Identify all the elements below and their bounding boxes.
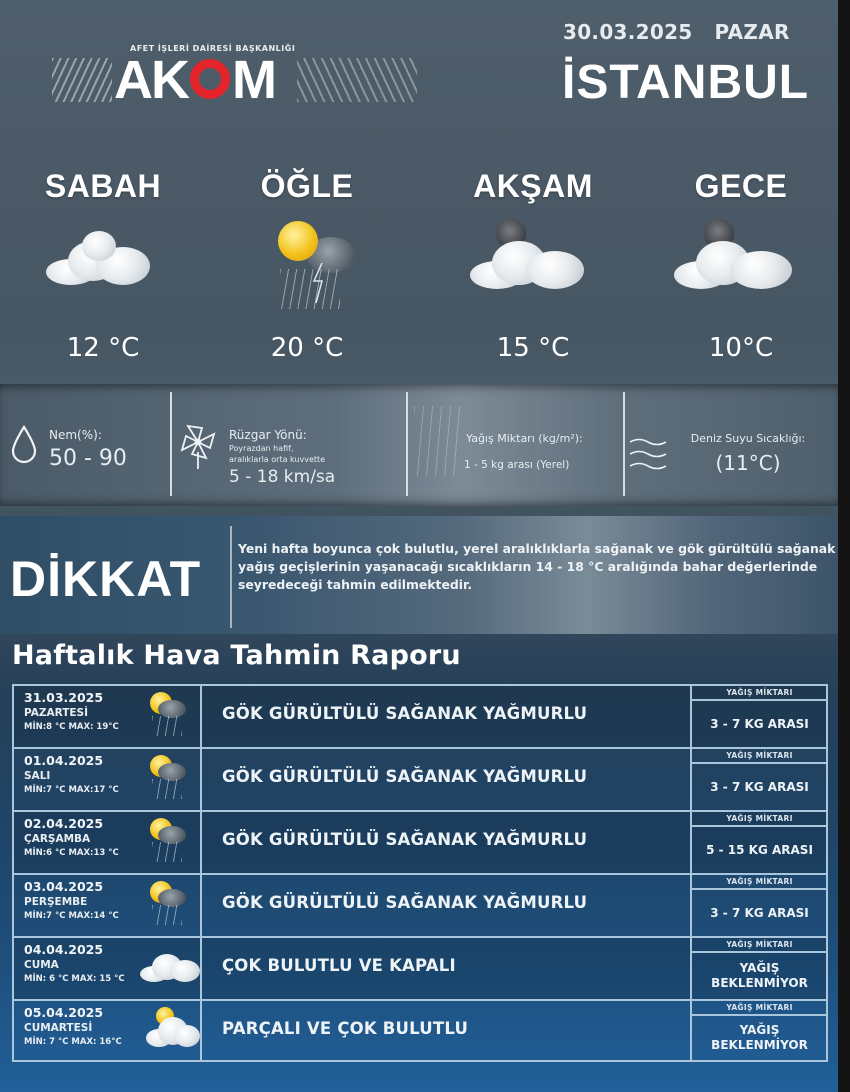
rain-value: 3 - 7 KG ARASI	[710, 779, 809, 794]
table-row	[12, 810, 828, 873]
cloudy-icon	[18, 219, 188, 319]
rain-cell	[690, 812, 827, 873]
rain-cell	[690, 938, 827, 999]
precip-value: 1 - 5 kg arası (Yerel)	[464, 459, 570, 471]
row-date: 02.04.2025	[24, 816, 104, 831]
right-edge-strip	[838, 0, 850, 1092]
row-minmax: MİN: 7 °C MAX: 16°C	[24, 1037, 122, 1047]
wind-value: 5 - 18 km/sa	[229, 467, 336, 487]
sun-cloud-icon	[144, 1005, 194, 1055]
day-cell	[14, 938, 202, 999]
row-day: CUMA	[24, 959, 59, 971]
row-date: 03.04.2025	[24, 879, 104, 894]
sun-storm-icon	[144, 879, 194, 929]
period-sabah	[18, 168, 188, 363]
rain-value: YAĞIŞ BEKLENMİYOR	[711, 961, 808, 990]
sun-storm-icon	[144, 816, 194, 866]
sun-thunderstorm-icon	[222, 219, 392, 319]
period-name: GECE	[694, 168, 788, 204]
cloudy-icon	[144, 942, 194, 992]
wind-info	[229, 428, 335, 487]
logo-stripes-left	[52, 58, 112, 102]
wind-desc-2: aralıklarla orta kuvvette	[229, 455, 326, 464]
day-cell	[14, 1001, 202, 1060]
day-cell	[14, 812, 202, 873]
row-desc: PARÇALI VE ÇOK BULUTLU	[222, 1019, 469, 1038]
row-desc: GÖK GÜRÜLTÜLÜ SAĞANAK YAĞMURLU	[222, 830, 588, 849]
table-row	[12, 747, 828, 810]
divider	[406, 392, 408, 496]
table-row	[12, 684, 828, 747]
night-cloudy-icon	[448, 219, 618, 319]
row-desc: ÇOK BULUTLU VE KAPALI	[222, 956, 456, 975]
weekly-title: Haftalık Hava Tahmin Raporu	[12, 640, 461, 671]
date-line	[563, 20, 790, 44]
rain-drops-icon	[414, 406, 462, 476]
table-row	[12, 936, 828, 999]
row-day: PERŞEMBE	[24, 896, 88, 908]
day-cell	[14, 749, 202, 810]
rain-value: 3 - 7 KG ARASI	[710, 716, 809, 731]
city-name: İSTANBUL	[562, 56, 810, 109]
period-temp: 20 °C	[270, 333, 344, 363]
humidity-value: 50 - 90	[49, 446, 127, 471]
row-minmax: MİN:7 °C MAX:17 °C	[24, 785, 119, 795]
row-day: PAZARTESİ	[24, 707, 89, 719]
rain-value: YAĞIŞ BEKLENMİYOR	[711, 1023, 808, 1052]
row-minmax: MİN:6 °C MAX:13 °C	[24, 848, 119, 858]
logo-subtitle: AFET İŞLERİ DAİRESİ BAŞKANLIĞI	[130, 44, 296, 53]
rain-header: YAĞIŞ MİKTARI	[692, 686, 827, 701]
row-minmax: MİN:8 °C MAX: 19°C	[24, 722, 119, 732]
period-gece	[656, 168, 826, 363]
rain-cell	[690, 749, 827, 810]
day-cell	[14, 875, 202, 936]
table-row	[12, 999, 828, 1062]
warning-text: Yeni hafta boyunca çok bulutlu, yerel aralıklıklarla sağanak ve gök gürültülü sağanak yağış geçişlerinin yaşanacağı sıcaklıkların 14 - 18 °C aralığında bahar değerlerinde seyredeceği tahmin edilmektedir.	[238, 541, 836, 592]
rain-value: 5 - 15 KG ARASI	[706, 842, 813, 857]
row-day: CUMARTESİ	[24, 1022, 93, 1034]
logo-text-right: M	[232, 50, 275, 110]
row-day: ÇARŞAMBA	[24, 833, 91, 845]
period-temp: 15 °C	[496, 333, 570, 363]
weekly-forecast-table	[12, 684, 828, 1062]
rain-header: YAĞIŞ MİKTARI	[692, 812, 827, 827]
divider	[623, 392, 625, 496]
pinwheel-icon	[178, 422, 220, 470]
row-date: 31.03.2025	[24, 690, 104, 705]
precip-info	[466, 432, 583, 471]
date: 30.03.2025	[563, 20, 693, 44]
period-name: AKŞAM	[473, 168, 593, 204]
warning-title: DİKKAT	[10, 551, 202, 607]
akom-logo	[52, 40, 362, 112]
divider	[230, 526, 232, 628]
logo-stripes-right	[297, 58, 417, 102]
logo-text-left: AK	[114, 50, 188, 110]
wind-label: Rüzgar Yönü:	[229, 428, 307, 442]
row-date: 01.04.2025	[24, 753, 104, 768]
row-desc: GÖK GÜRÜLTÜLÜ SAĞANAK YAĞMURLU	[222, 704, 588, 723]
sun-storm-icon	[144, 753, 194, 803]
rain-cell	[690, 875, 827, 936]
row-day: SALI	[24, 770, 51, 782]
period-name: SABAH	[44, 168, 162, 204]
row-desc: GÖK GÜRÜLTÜLÜ SAĞANAK YAĞMURLU	[222, 893, 588, 912]
sun-storm-icon	[144, 690, 194, 740]
day-cell	[14, 686, 202, 747]
rain-header: YAĞIŞ MİKTARI	[692, 749, 827, 764]
sea-temp-value: (11°C)	[715, 451, 781, 475]
humidity-label: Nem(%):	[49, 428, 102, 442]
sea-temp-info	[678, 432, 818, 475]
precip-label: Yağış Miktarı (kg/m²):	[466, 432, 583, 445]
droplet-icon	[10, 424, 38, 464]
rain-header: YAĞIŞ MİKTARI	[692, 1001, 827, 1016]
day-name: PAZAR	[714, 20, 790, 44]
period-ogle	[222, 168, 392, 363]
rain-header: YAĞIŞ MİKTARI	[692, 938, 827, 953]
period-aksam	[448, 168, 618, 363]
rain-value: 3 - 7 KG ARASI	[710, 905, 809, 920]
row-minmax: MİN: 6 °C MAX: 15 °C	[24, 974, 125, 984]
row-date: 04.04.2025	[24, 942, 104, 957]
period-temp: 10°C	[708, 333, 774, 363]
logo-ring-icon	[190, 59, 230, 99]
wind-desc-1: Poyrazdan hafif,	[229, 444, 294, 453]
waves-icon	[629, 436, 667, 472]
sea-temp-label: Deniz Suyu Sıcaklığı:	[690, 432, 806, 445]
rain-header: YAĞIŞ MİKTARI	[692, 875, 827, 890]
period-temp: 12 °C	[66, 333, 140, 363]
logo-wordmark	[114, 50, 275, 110]
night-cloudy-icon	[656, 219, 826, 319]
table-row	[12, 873, 828, 936]
row-date: 05.04.2025	[24, 1005, 104, 1020]
divider	[170, 392, 172, 496]
rain-cell	[690, 1001, 827, 1060]
row-desc: GÖK GÜRÜLTÜLÜ SAĞANAK YAĞMURLU	[222, 767, 588, 786]
row-minmax: MİN:7 °C MAX:14 °C	[24, 911, 119, 921]
period-name: ÖĞLE	[260, 168, 354, 204]
rain-cell	[690, 686, 827, 747]
humidity-info	[49, 428, 127, 471]
